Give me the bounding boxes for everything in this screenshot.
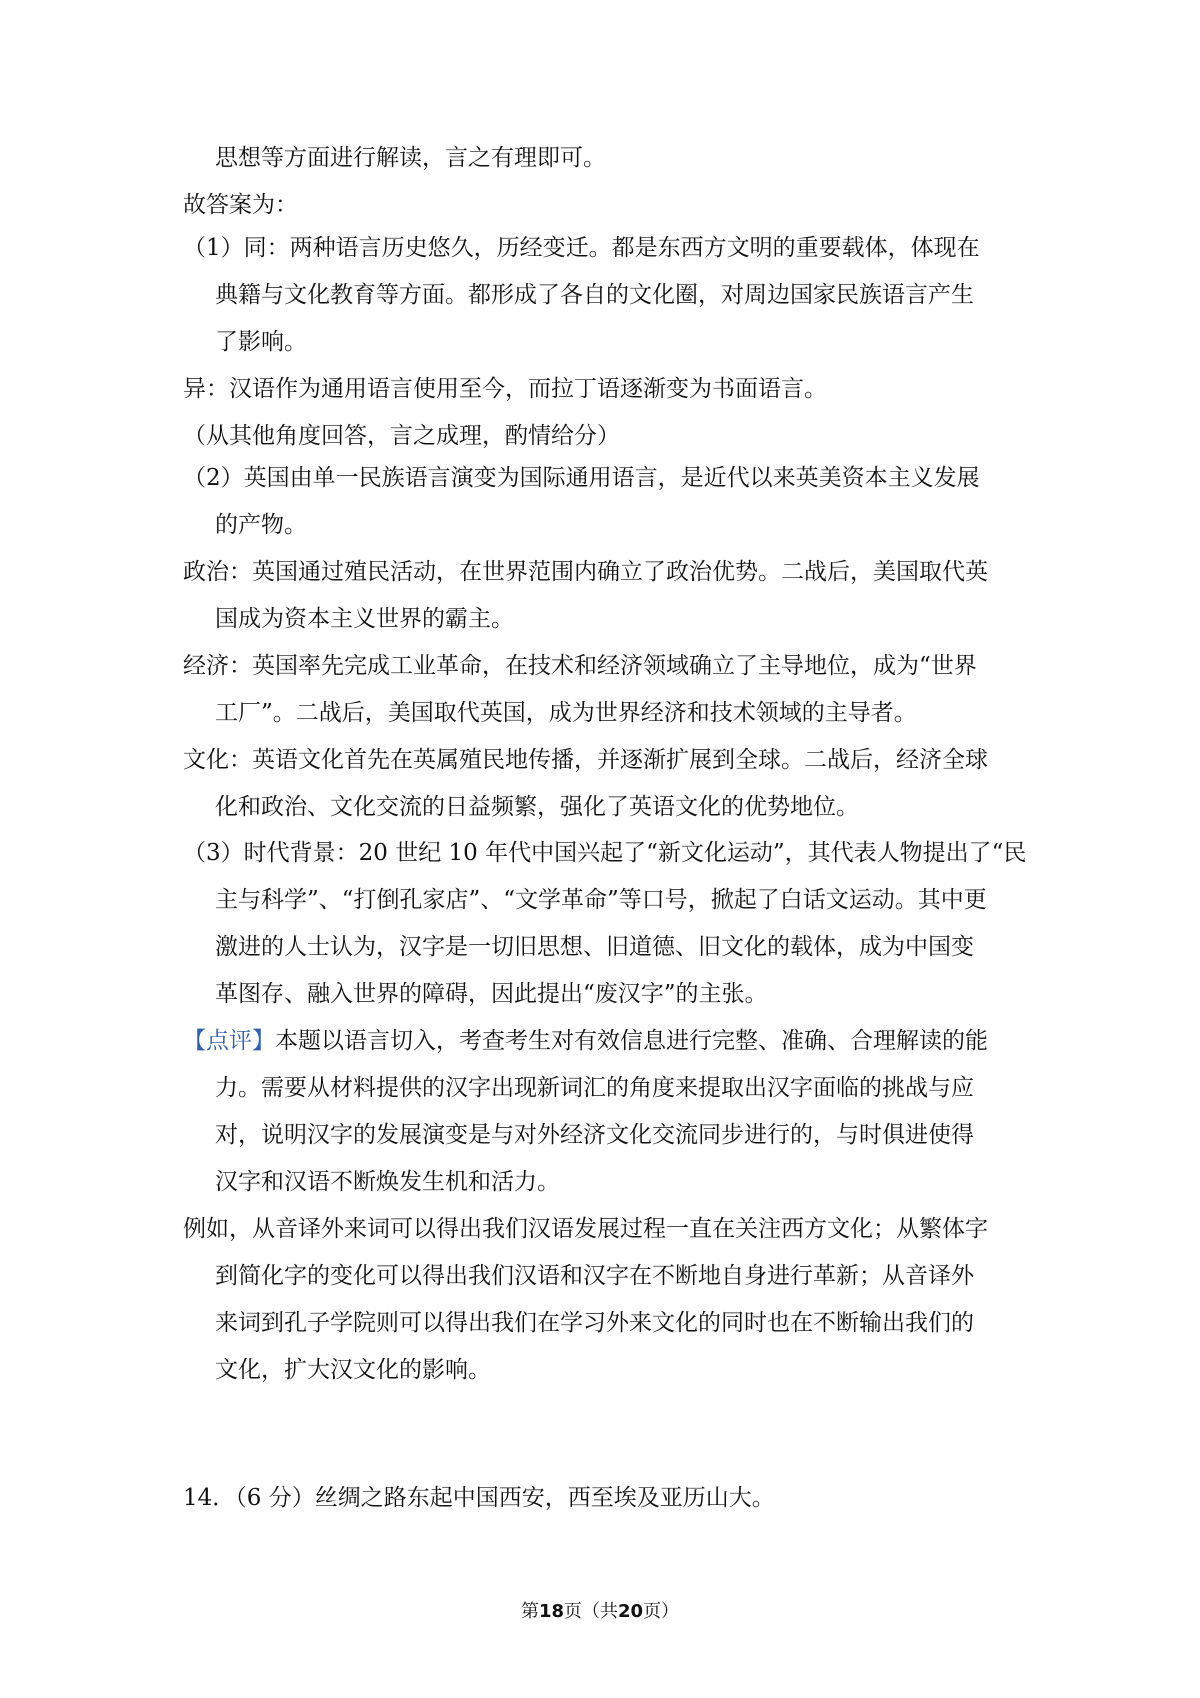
answer-part-1 [183, 225, 1033, 460]
text-line: 文化，扩大汉文化的影响。 [215, 1357, 491, 1383]
paragraph-intro-end [183, 135, 1033, 229]
text-line: 经济：英国率先完成工业革命，在技术和经济领域确立了主导地位，成为“世界 [183, 653, 977, 679]
footer-total-pages: 20 [618, 1601, 644, 1622]
text-line: 本题以语言切入，考查考生对有效信息进行完整、准确、合理解读的能 [275, 1028, 988, 1054]
text-line: 的产物。 [215, 512, 307, 538]
text-line: 思想等方面进行解读，言之有理即可。 [215, 145, 606, 171]
text-line: 了影响。 [215, 329, 307, 355]
text-line: 工厂”。二战后，美国取代英国，成为世界经济和技术领域的主导者。 [215, 700, 917, 726]
text-line: 革图存、融入世界的障碍，因此提出“废汉字”的主张。 [215, 981, 768, 1007]
text-line: 文化：英语文化首先在英属殖民地传播，并逐渐扩展到全球。二战后，经济全球 [183, 747, 988, 773]
footer-middle: 页（共 [564, 1601, 618, 1622]
text-line: 主与科学”、“打倒孔家店”、“文学革命”等口号，掀起了白话文运动。其中更 [215, 887, 987, 913]
commentary [183, 1018, 1033, 1394]
text-line: 典籍与文化教育等方面。都形成了各自的文化圈，对周边国家民族语言产生 [215, 282, 974, 308]
text-line: 汉字和汉语不断焕发生机和活力。 [215, 1169, 560, 1195]
text-line: 激进的人士认为，汉字是一切旧思想、旧道德、旧文化的载体，成为中国变 [215, 934, 974, 960]
text-line: 政治：英国通过殖民活动，在世界范围内确立了政治优势。二战后，美国取代英 [183, 559, 988, 585]
text-line: 化和政治、文化交流的日益频繁，强化了英语文化的优势地位。 [215, 794, 859, 820]
text-line: 对，说明汉字的发展演变是与对外经济文化交流同步进行的，与时俱进使得 [215, 1122, 974, 1148]
commentary-tag: 【点评】 [183, 1028, 275, 1054]
text-line: （1）同：两种语言历史悠久，历经变迁。都是东西方文明的重要载体，体现在 [183, 235, 980, 261]
text-line: 国成为资本主义世界的霸主。 [215, 606, 514, 632]
text-line: 来词到孔子学院则可以得出我们在学习外来文化的同时也在不断输出我们的 [215, 1310, 974, 1336]
text-line: 到简化字的变化可以得出我们汉语和汉字在不断地自身进行革新；从音译外 [215, 1263, 974, 1289]
text-line: 力。需要从材料提供的汉字出现新词汇的角度来提取出汉字面临的挑战与应 [215, 1075, 974, 1101]
answer-part-2 [183, 455, 1033, 831]
answer-part-3 [183, 830, 1033, 1018]
text-line: （2）英国由单一民族语言演变为国际通用语言，是近代以来英美资本主义发展 [183, 465, 980, 491]
answer-heading: 故答案为： [183, 192, 298, 218]
page-footer [0, 1600, 1200, 1624]
footer-prefix: 第 [520, 1601, 539, 1622]
question-14-stem: 14．（6 分）丝绸之路东起中国西安，西至埃及亚历山大。 [183, 1485, 775, 1511]
text-line: 异：汉语作为通用语言使用至今，而拉丁语逐渐变为书面语言。 [183, 376, 827, 402]
question-14 [183, 1475, 1033, 1522]
footer-suffix: 页） [643, 1601, 680, 1622]
text-line: 例如，从音译外来词可以得出我们汉语发展过程一直在关注西方文化；从繁体字 [183, 1216, 988, 1242]
text-line: （从其他角度回答，言之成理，酌情给分） [183, 423, 620, 449]
text-line: （3）时代背景：20 世纪 10 年代中国兴起了“新文化运动”，其代表人物提出了“民 [183, 840, 1027, 866]
footer-page-number: 18 [538, 1601, 564, 1622]
